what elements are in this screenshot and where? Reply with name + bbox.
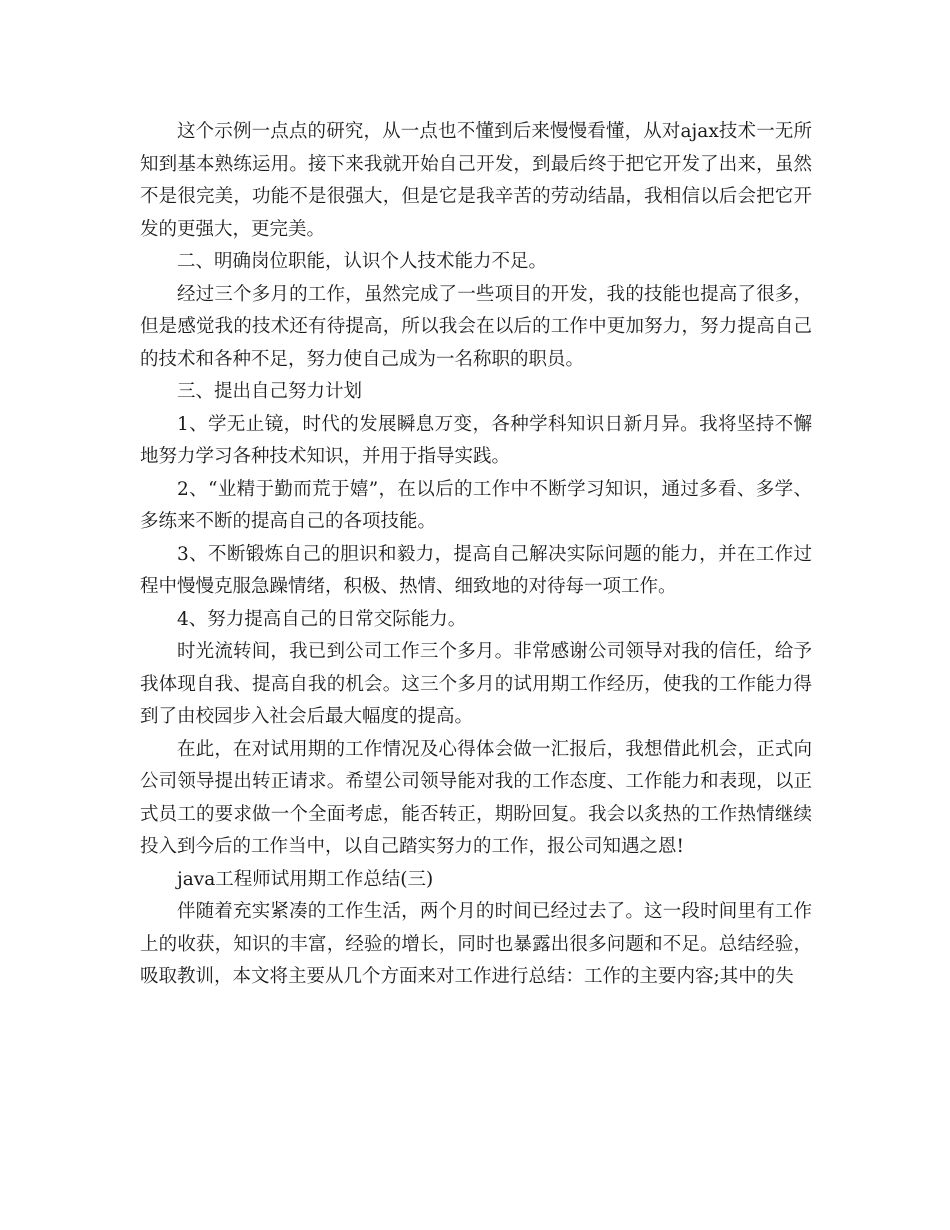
heading-section-two: 二、明确岗位职能，认识个人技术能力不足。	[177, 251, 548, 272]
document-body	[140, 116, 812, 994]
plan-item-2: 2、“业精于勤而荒于嬉”，在以后的工作中不断学习知识，通过多看、多学、多练来不断的提高自己的各项技能。	[140, 478, 812, 532]
paragraph-time-flies: 时光流转间，我已到公司工作三个多月。非常感谢公司领导对我的信任，给予我体现自我、提高自我的机会。这三个多月的试用期工作经历，使我的工作能力得到了由校园步入社会后最大幅度的提高。	[140, 641, 812, 727]
paragraph-ajax-study: 这个示例一点点的研究，从一点也不懂到后来慢慢看懂，从对ajax技术一无所知到基本熟练运用。接下来我就开始自己开发，到最后终于把它开发了出来，虽然不是很完美，功能不是很强大，但是它是我辛苦的劳动结晶，我相信以后会把它开发的更强大，更完美。	[140, 121, 812, 240]
paragraph-summary-intro: 伴随着充实紧凑的工作生活，两个月的时间已经过去了。这一段时间里有工作上的收获，知识的丰富，经验的增长，同时也暴露出很多问题和不足。总结经验，吸取教训，本文将主要从几个方面来对工作进行总结：工作的主要内容;其中的失	[140, 901, 812, 987]
plan-item-4: 4、努力提高自己的日常交际能力。	[177, 608, 467, 630]
plan-item-1: 1、学无止镜，时代的发展瞬息万变，各种学科知识日新月异。我将坚持不懈地努力学习各种技术知识，并用于指导实践。	[140, 413, 812, 467]
heading-section-three: 三、提出自己努力计划	[177, 381, 363, 402]
paragraph-confirmation-request: 在此，在对试用期的工作情况及心得体会做一汇报后，我想借此机会，正式向公司领导提出转正请求。希望公司领导能对我的工作态度、工作能力和表现，以正式员工的要求做一个全面考虑，能否转正，期盼回复。我会以炙热的工作热情继续投入到今后的工作当中，以自己踏实努力的工作，报公司知遇之恩!	[140, 738, 812, 857]
paragraph-skills: 经过三个多月的工作，虽然完成了一些项目的开发，我的技能也提高了很多，但是感觉我的技术还有待提高，所以我会在以后的工作中更加努力，努力提高自己的技术和各种不足，努力使自己成为一名称职的职员。	[140, 283, 812, 370]
plan-item-3: 3、不断锻炼自己的胆识和毅力，提高自己解决实际问题的能力，并在工作过程中慢慢克服急躁情绪，积极、热情、细致地的对待每一项工作。	[140, 543, 812, 597]
section-title-three: java工程师试用期工作总结(三)	[177, 868, 434, 890]
